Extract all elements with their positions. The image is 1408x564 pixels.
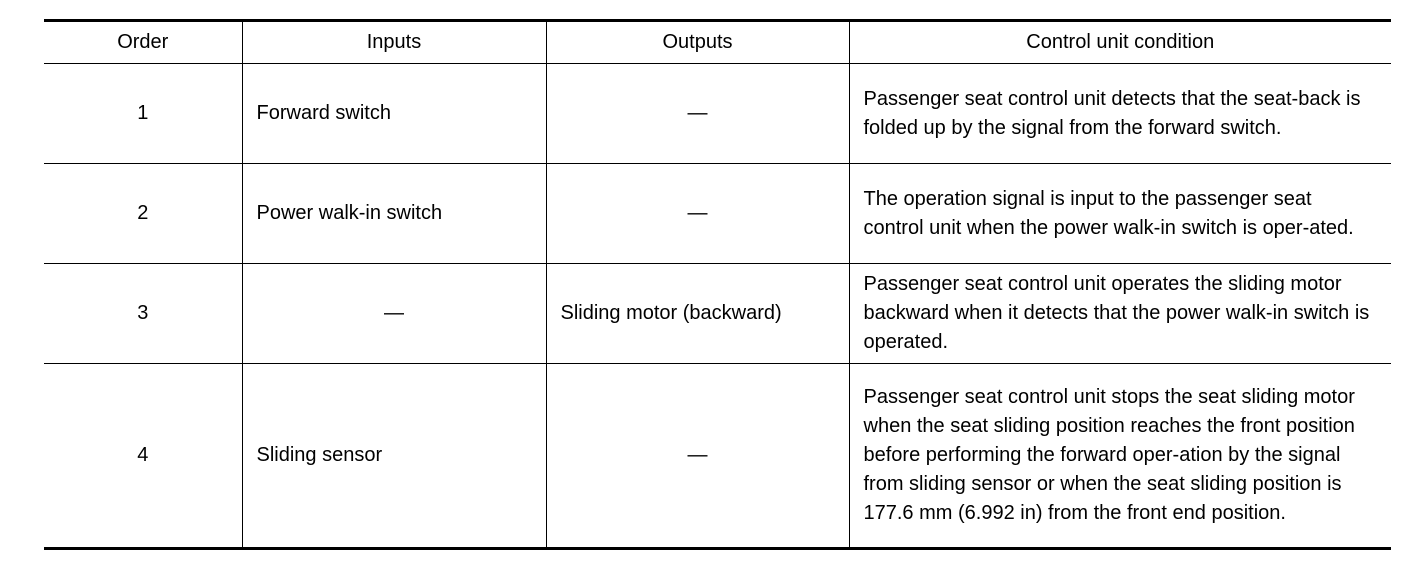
outputs-cell: — [546,364,849,549]
order-cell: 1 [44,64,242,164]
condition-cell: The operation signal is input to the passenger seat control unit when the power walk-in switch is oper-ated. [849,164,1391,264]
header-order: Order [44,21,242,64]
inputs-cell: Forward switch [242,64,546,164]
order-cell: 2 [44,164,242,264]
order-cell: 4 [44,364,242,549]
header-inputs: Inputs [242,21,546,64]
table-row [44,264,1391,364]
condition-cell: Passenger seat control unit operates the sliding motor backward when it detects that the power walk-in switch is operated. [849,264,1391,364]
inputs-cell: Sliding sensor [242,364,546,549]
operation-table [44,19,1391,550]
outputs-cell: Sliding motor (backward) [546,264,849,364]
table-row [44,64,1391,164]
header-outputs: Outputs [546,21,849,64]
condition-cell: Passenger seat control unit stops the seat sliding motor when the seat sliding position reaches the front position before performing the forward oper-ation by the signal from sliding sensor or when the seat sliding position is 177.6 mm (6.992 in) from the front end position. [849,364,1391,549]
inputs-cell: Power walk-in switch [242,164,546,264]
order-cell: 3 [44,264,242,364]
condition-cell: Passenger seat control unit detects that the seat-back is folded up by the signal from the forward switch. [849,64,1391,164]
table-row [44,364,1391,549]
outputs-cell: — [546,164,849,264]
header-control-unit-condition: Control unit condition [849,21,1391,64]
table-header-row [44,21,1391,64]
outputs-cell: — [546,64,849,164]
table-row [44,164,1391,264]
inputs-cell: — [242,264,546,364]
